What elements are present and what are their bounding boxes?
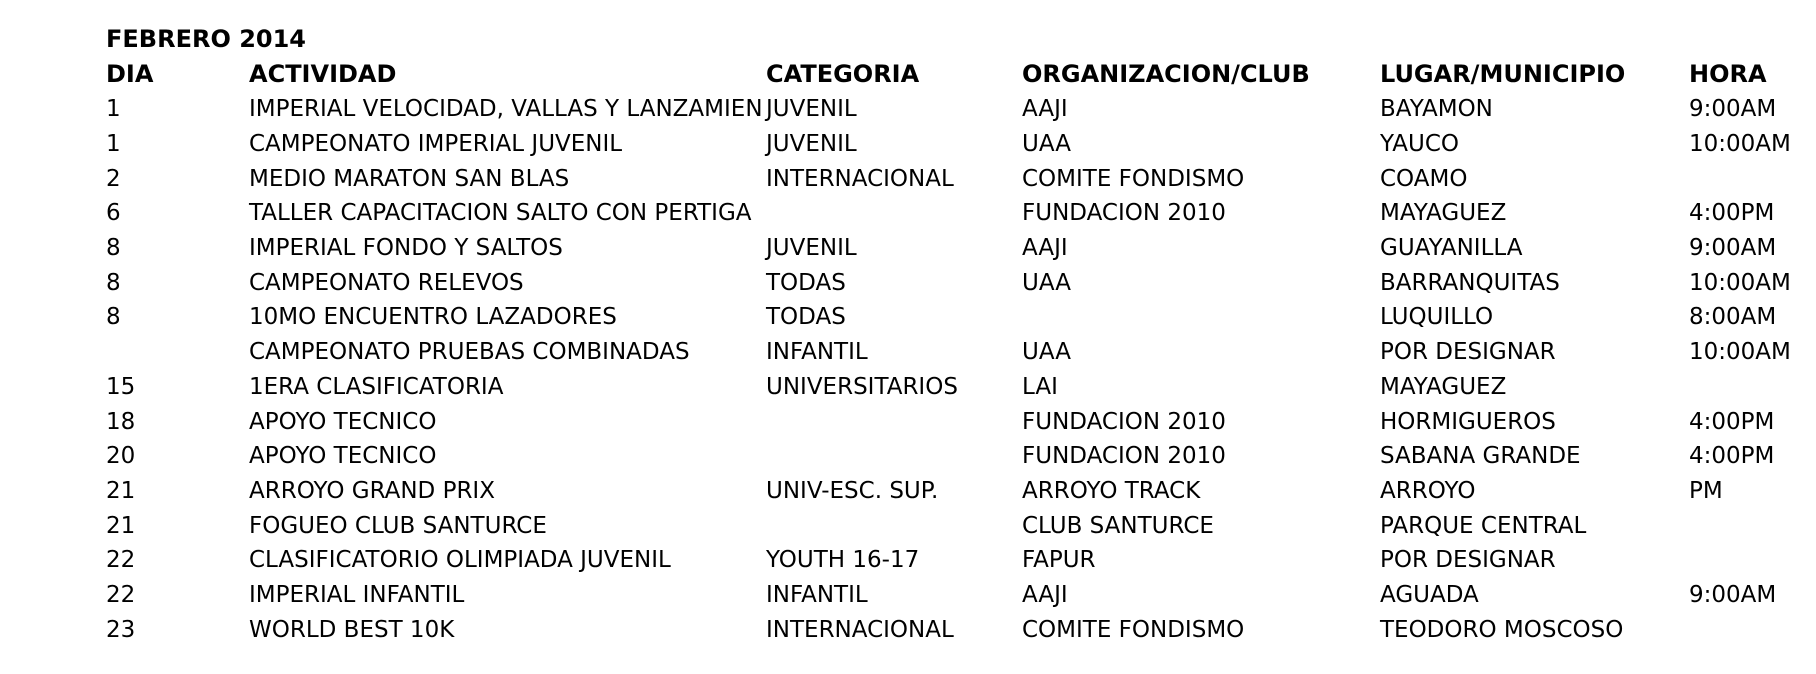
cell-organizacion: CLUB SANTURCE: [1022, 512, 1214, 539]
cell-organizacion: ARROYO TRACK: [1022, 477, 1201, 504]
cell-dia: 20: [106, 443, 136, 470]
cell-hora: 9:00AM: [1689, 96, 1777, 123]
cell-categoria: TODAS: [766, 304, 846, 331]
cell-categoria: INTERNACIONAL: [766, 616, 954, 643]
cell-lugar: TEODORO MOSCOSO: [1380, 616, 1624, 643]
cell-lugar: ARROYO: [1380, 477, 1476, 504]
cell-actividad: 1ERA CLASIFICATORIA: [249, 373, 504, 400]
cell-dia: 21: [106, 477, 136, 504]
header-categoria: CATEGORIA: [766, 60, 920, 88]
cell-actividad: ARROYO GRAND PRIX: [249, 477, 495, 504]
cell-hora: PM: [1689, 477, 1723, 504]
table-row: [106, 335, 1806, 370]
cell-categoria: UNIVERSITARIOS: [766, 373, 958, 400]
table-row: [106, 300, 1806, 335]
table-row: [106, 92, 1806, 127]
cell-actividad: CAMPEONATO RELEVOS: [249, 269, 524, 296]
cell-lugar: PARQUE CENTRAL: [1380, 512, 1587, 539]
cell-categoria: JUVENIL: [766, 131, 857, 158]
table-row: [106, 439, 1806, 474]
cell-dia: 23: [106, 616, 136, 643]
cell-categoria: JUVENIL: [766, 235, 857, 262]
cell-hora: 4:00PM: [1689, 443, 1775, 470]
cell-actividad: CLASIFICATORIO OLIMPIADA JUVENIL: [249, 547, 671, 574]
cell-actividad: IMPERIAL VELOCIDAD, VALLAS Y LANZAMIEN: [249, 96, 763, 123]
cell-organizacion: COMITE FONDISMO: [1022, 616, 1245, 643]
table-body: [106, 92, 1806, 647]
table-row: [106, 578, 1806, 613]
cell-actividad: APOYO TECNICO: [249, 408, 437, 435]
cell-hora: 10:00AM: [1689, 339, 1791, 366]
table-row: [106, 474, 1806, 509]
cell-lugar: LUQUILLO: [1380, 304, 1494, 331]
cell-dia: 22: [106, 547, 136, 574]
table-row: [106, 196, 1806, 231]
cell-organizacion: UAA: [1022, 339, 1071, 366]
header-dia: DIA: [106, 60, 154, 88]
cell-lugar: HORMIGUEROS: [1380, 408, 1556, 435]
cell-dia: 8: [106, 269, 121, 296]
header-hora: HORA: [1689, 60, 1767, 88]
cell-lugar: BAYAMON: [1380, 96, 1493, 123]
cell-organizacion: FUNDACION 2010: [1022, 200, 1226, 227]
cell-lugar: BARRANQUITAS: [1380, 269, 1560, 296]
table-row: [106, 404, 1806, 439]
cell-organizacion: AAJI: [1022, 96, 1068, 123]
cell-lugar: POR DESIGNAR: [1380, 339, 1556, 366]
table-row: [106, 508, 1806, 543]
table-row: [106, 161, 1806, 196]
cell-categoria: UNIV-ESC. SUP.: [766, 477, 939, 504]
cell-lugar: GUAYANILLA: [1380, 235, 1523, 262]
table-row: [106, 543, 1806, 578]
cell-organizacion: UAA: [1022, 131, 1071, 158]
cell-organizacion: UAA: [1022, 269, 1071, 296]
schedule-sheet: [106, 22, 1806, 647]
cell-hora: 10:00AM: [1689, 269, 1791, 296]
page-title: FEBRERO 2014: [106, 25, 306, 53]
cell-dia: 22: [106, 581, 136, 608]
cell-actividad: APOYO TECNICO: [249, 443, 437, 470]
cell-hora: 4:00PM: [1689, 200, 1775, 227]
header-actividad: ACTIVIDAD: [249, 60, 397, 88]
table-row: [106, 231, 1806, 266]
cell-lugar: POR DESIGNAR: [1380, 547, 1556, 574]
cell-dia: 2: [106, 165, 121, 192]
cell-organizacion: LAI: [1022, 373, 1058, 400]
cell-dia: 8: [106, 304, 121, 331]
cell-organizacion: COMITE FONDISMO: [1022, 165, 1245, 192]
header-lugar: LUGAR/MUNICIPIO: [1380, 60, 1626, 88]
cell-organizacion: FAPUR: [1022, 547, 1096, 574]
cell-lugar: MAYAGUEZ: [1380, 200, 1507, 227]
cell-categoria: YOUTH 16-17: [766, 547, 920, 574]
cell-categoria: INFANTIL: [766, 339, 868, 366]
cell-hora: 8:00AM: [1689, 304, 1777, 331]
cell-lugar: COAMO: [1380, 165, 1468, 192]
cell-hora: 9:00AM: [1689, 235, 1777, 262]
table-row: [106, 370, 1806, 405]
cell-organizacion: AAJI: [1022, 235, 1068, 262]
cell-actividad: CAMPEONATO IMPERIAL JUVENIL: [249, 131, 623, 158]
table-header: [106, 56, 1806, 92]
cell-dia: 21: [106, 512, 136, 539]
cell-actividad: IMPERIAL FONDO Y SALTOS: [249, 235, 563, 262]
cell-categoria: INFANTIL: [766, 581, 868, 608]
cell-categoria: INTERNACIONAL: [766, 165, 954, 192]
cell-actividad: 10MO ENCUENTRO LAZADORES: [249, 304, 617, 331]
cell-organizacion: AAJI: [1022, 581, 1068, 608]
cell-actividad: MEDIO MARATON SAN BLAS: [249, 165, 570, 192]
cell-hora: 4:00PM: [1689, 408, 1775, 435]
cell-categoria: TODAS: [766, 269, 846, 296]
cell-actividad: TALLER CAPACITACION SALTO CON PERTIGA: [249, 200, 752, 227]
cell-dia: 18: [106, 408, 136, 435]
cell-dia: 8: [106, 235, 121, 262]
cell-organizacion: FUNDACION 2010: [1022, 443, 1226, 470]
cell-dia: 1: [106, 131, 121, 158]
cell-actividad: IMPERIAL INFANTIL: [249, 581, 465, 608]
cell-lugar: AGUADA: [1380, 581, 1479, 608]
cell-dia: 6: [106, 200, 121, 227]
cell-lugar: MAYAGUEZ: [1380, 373, 1507, 400]
cell-organizacion: FUNDACION 2010: [1022, 408, 1226, 435]
cell-actividad: WORLD BEST 10K: [249, 616, 455, 643]
cell-lugar: SABANA GRANDE: [1380, 443, 1581, 470]
cell-hora: 9:00AM: [1689, 581, 1777, 608]
cell-actividad: CAMPEONATO PRUEBAS COMBINADAS: [249, 339, 690, 366]
table-row: [106, 612, 1806, 647]
cell-dia: 15: [106, 373, 136, 400]
table-row: [106, 265, 1806, 300]
header-organizacion: ORGANIZACION/CLUB: [1022, 60, 1310, 88]
cell-lugar: YAUCO: [1380, 131, 1459, 158]
cell-hora: 10:00AM: [1689, 131, 1791, 158]
cell-categoria: JUVENIL: [766, 96, 857, 123]
table-row: [106, 127, 1806, 162]
cell-dia: 1: [106, 96, 121, 123]
cell-actividad: FOGUEO CLUB SANTURCE: [249, 512, 547, 539]
